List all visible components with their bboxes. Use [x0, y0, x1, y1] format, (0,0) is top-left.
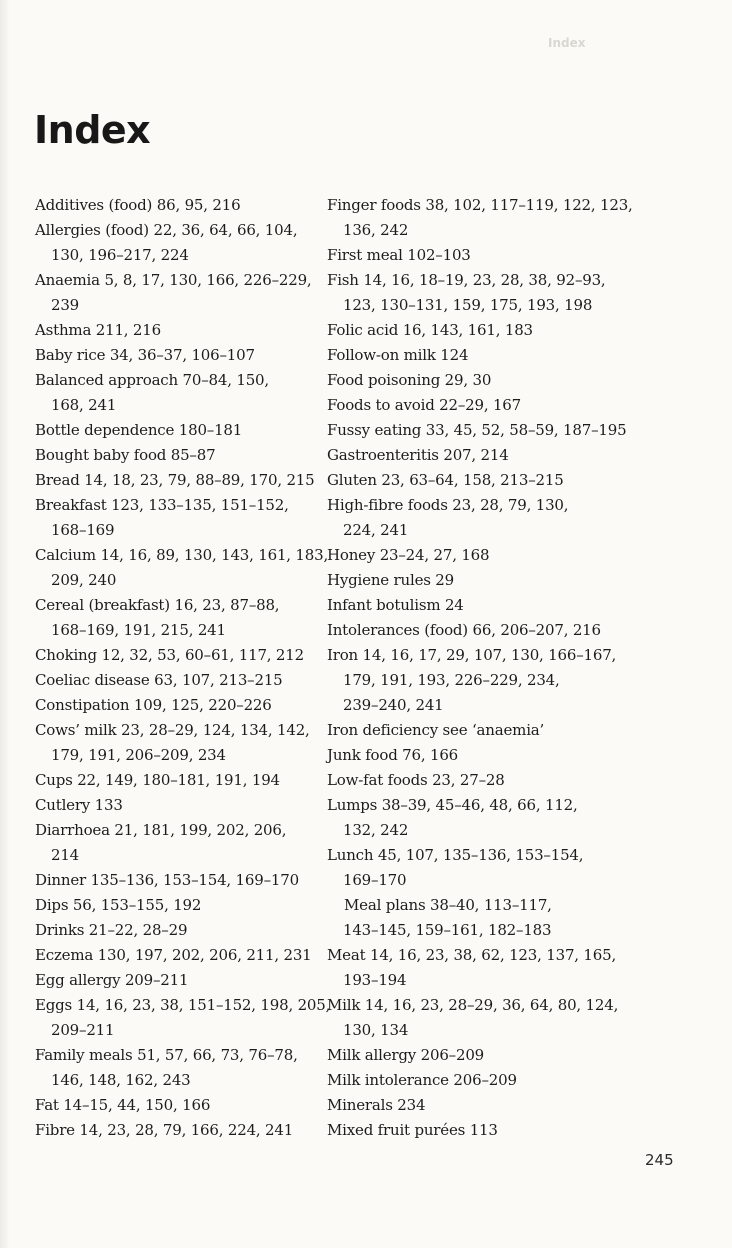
index-entry: Cups 22, 149, 180–181, 191, 194	[35, 771, 280, 789]
index-entry: Calcium 14, 16, 89, 130, 143, 161, 183,	[35, 546, 329, 564]
index-entry: Food poisoning 29, 30	[327, 371, 492, 389]
index-entry: Fibre 14, 23, 28, 79, 166, 224, 241	[35, 1121, 294, 1139]
index-entry: Anaemia 5, 8, 17, 130, 166, 226–229,	[35, 271, 312, 289]
index-entry-continuation: 193–194	[343, 971, 407, 989]
index-entry: Follow-on milk 124	[327, 346, 469, 364]
index-entry: Gluten 23, 63–64, 158, 213–215	[327, 471, 564, 489]
index-entry-continuation: 169–170	[343, 871, 407, 889]
index-entry: First meal 102–103	[327, 246, 471, 264]
index-entry: Bread 14, 18, 23, 79, 88–89, 170, 215	[35, 471, 315, 489]
index-entry-continuation: 136, 242	[343, 221, 409, 239]
index-entry: Meat 14, 16, 23, 38, 62, 123, 137, 165,	[327, 946, 617, 964]
index-entry: High-fibre foods 23, 28, 79, 130,	[327, 496, 569, 514]
index-entry: Intolerances (food) 66, 206–207, 216	[327, 621, 601, 639]
index-entry: Choking 12, 32, 53, 60–61, 117, 212	[35, 646, 304, 664]
index-entry-continuation: 168, 241	[51, 396, 117, 414]
index-entry-continuation: 130, 134	[343, 1021, 409, 1039]
index-entry: Hygiene rules 29	[327, 571, 454, 589]
index-entry: Lunch 45, 107, 135–136, 153–154,	[327, 846, 584, 864]
index-entry: Cows’ milk 23, 28–29, 124, 134, 142,	[35, 721, 310, 739]
index-entry-continuation: 143–145, 159–161, 182–183	[343, 921, 552, 939]
index-column-right	[327, 193, 633, 1143]
index-entry: Drinks 21–22, 28–29	[35, 921, 188, 939]
index-entry: Finger foods 38, 102, 117–119, 122, 123,	[327, 196, 633, 214]
index-entry: Diarrhoea 21, 181, 199, 202, 206,	[35, 821, 287, 839]
index-entry: Bottle dependence 180–181	[35, 421, 243, 439]
page-fold-shadow	[0, 0, 10, 1248]
index-entry-continuation: 132, 242	[343, 821, 409, 839]
index-entry: Eggs 14, 16, 23, 38, 151–152, 198, 205,	[35, 996, 331, 1014]
index-entry: Constipation 109, 125, 220–226	[35, 696, 272, 714]
index-entry: Cereal (breakfast) 16, 23, 87–88,	[35, 596, 280, 614]
index-entry: Dinner 135–136, 153–154, 169–170	[35, 871, 299, 889]
index-column-left	[35, 193, 331, 1143]
index-entry-continuation: 179, 191, 193, 226–229, 234,	[343, 671, 560, 689]
index-entry: Lumps 38–39, 45–46, 48, 66, 112,	[327, 796, 578, 814]
show-through-header: Index	[548, 36, 586, 50]
index-entry-continuation: 130, 196–217, 224	[51, 246, 189, 264]
index-entry: Breakfast 123, 133–135, 151–152,	[35, 496, 289, 514]
index-title: Index	[34, 108, 151, 152]
index-entry: Low-fat foods 23, 27–28	[327, 771, 505, 789]
index-entry-continuation: 146, 148, 162, 243	[51, 1071, 191, 1089]
index-entry-continuation: 239–240, 241	[343, 696, 444, 714]
index-entry: Milk allergy 206–209	[327, 1046, 485, 1064]
index-entry-continuation: 209–211	[51, 1021, 115, 1039]
index-entry: Iron deficiency see ‘anaemia’	[327, 721, 545, 739]
index-entry-continuation: 123, 130–131, 159, 175, 193, 198	[343, 296, 593, 314]
index-entry: Fat 14–15, 44, 150, 166	[35, 1096, 211, 1114]
index-entry: Additives (food) 86, 95, 216	[35, 196, 241, 214]
index-entry: Eczema 130, 197, 202, 206, 211, 231	[35, 946, 312, 964]
index-entry: Mixed fruit purées 113	[327, 1121, 498, 1139]
index-entry: Coeliac disease 63, 107, 213–215	[35, 671, 283, 689]
index-entry: Junk food 76, 166	[327, 746, 459, 764]
index-entry: Asthma 211, 216	[35, 321, 161, 339]
page-number: 245	[645, 1151, 674, 1169]
index-entry: Infant botulism 24	[327, 596, 464, 614]
index-entry: Honey 23–24, 27, 168	[327, 546, 490, 564]
index-entry-continuation: 214	[51, 846, 80, 864]
index-entry: Fish 14, 16, 18–19, 23, 28, 38, 92–93,	[327, 271, 606, 289]
index-entry: Bought baby food 85–87	[35, 446, 216, 464]
index-entry-continuation: 224, 241	[343, 521, 409, 539]
index-entry: Allergies (food) 22, 36, 64, 66, 104,	[35, 221, 298, 239]
index-entry: Folic acid 16, 143, 161, 183	[327, 321, 533, 339]
index-entry-continuation: 168–169, 191, 215, 241	[51, 621, 226, 639]
index-entry: Milk intolerance 206–209	[327, 1071, 517, 1089]
index-entry: Milk 14, 16, 23, 28–29, 36, 64, 80, 124,	[327, 996, 619, 1014]
index-entry: Baby rice 34, 36–37, 106–107	[35, 346, 255, 364]
index-entry: Dips 56, 153–155, 192	[35, 896, 202, 914]
index-entry: Minerals 234	[327, 1096, 426, 1114]
index-entry: Family meals 51, 57, 66, 73, 76–78,	[35, 1046, 298, 1064]
index-entry: Gastroenteritis 207, 214	[327, 446, 509, 464]
index-entry-continuation: 239	[51, 296, 80, 314]
index-entry: Balanced approach 70–84, 150,	[35, 371, 269, 389]
index-entry: Egg allergy 209–211	[35, 971, 189, 989]
index-entry: Foods to avoid 22–29, 167	[327, 396, 521, 414]
index-entry: Cutlery 133	[35, 796, 123, 814]
index-entry-continuation: 179, 191, 206–209, 234	[51, 746, 226, 764]
index-entry: Fussy eating 33, 45, 52, 58–59, 187–195	[327, 421, 627, 439]
index-entry: Iron 14, 16, 17, 29, 107, 130, 166–167,	[327, 646, 617, 664]
index-entry-continuation: 168–169	[51, 521, 115, 539]
index-entry-continuation: 209, 240	[51, 571, 117, 589]
index-entry: Meal plans 38–40, 113–117,	[344, 896, 552, 914]
